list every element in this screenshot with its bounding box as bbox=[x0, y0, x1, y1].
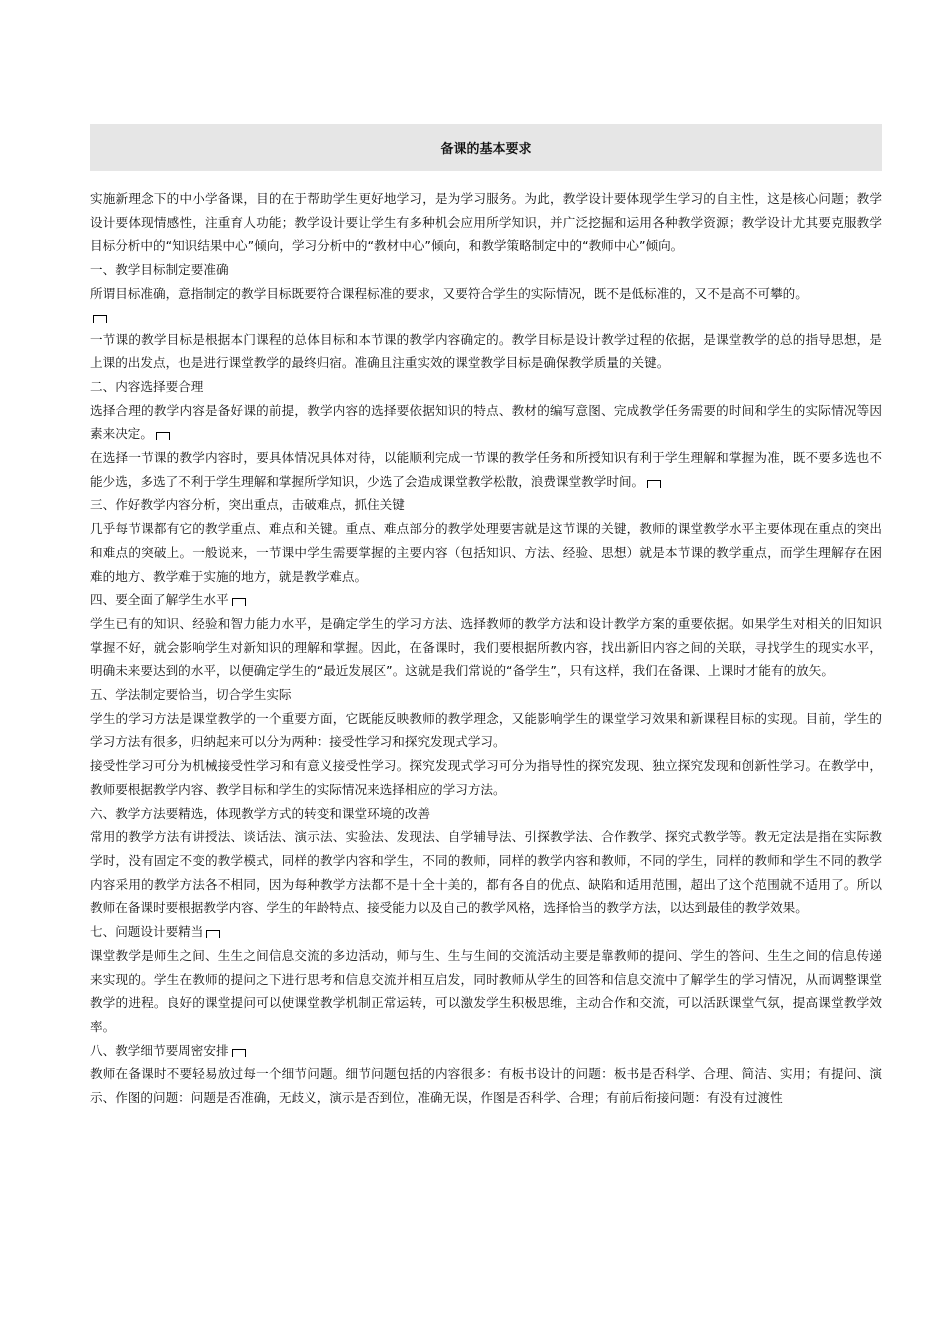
intro-paragraph: 实施新理念下的中小学备课，目的在于帮助学生更好地学习，是为学习服务。为此，教学设计要体现学生学习的自主性，这是核心问题；教学设计要体现情感性，注重育人功能；教学设计要让学生有多种机会应用所学知识，并广泛挖掘和运用各种教学资源；教学设计尤其要克服教学目标分析中的“知识结果中心”倾向，学习分析中的“教材中心”倾向，和教学策略制定中的“教师中心”倾向。 bbox=[90, 191, 882, 254]
body-paragraph: 几乎每节课都有它的教学重点、难点和关键。重点、难点部分的教学处理要害就是这节课的关键，教师的课堂教学水平主要体现在重点的突出和难点的突破上。一般说来，一节课中学生需要掌握的主要内容（包括知识、方法、经验、思想）就是本节课的教学重点，而学生理解存在困难的地方、教学难于实施的地方，就是教学难点。 bbox=[90, 521, 882, 584]
body-paragraph: 所谓目标准确，意指制定的教学目标既要符合课程标准的要求，又要符合学生的实际情况，既不是低标准的，又不是高不可攀的。 bbox=[90, 285, 808, 301]
body-text: 选择合理的教学内容是备好课的前提，教学内容的选择要依据知识的特点、教材的编写意图、完成教学任务需要的时间和学生的实际情况等因素来决定。 bbox=[90, 402, 882, 442]
paragraph-mark-line bbox=[90, 306, 882, 328]
body-paragraph bbox=[90, 399, 882, 446]
paragraph-mark-icon bbox=[232, 598, 246, 606]
section-heading-text: 七、问题设计要精当 bbox=[90, 924, 204, 940]
document-body bbox=[90, 187, 882, 1110]
paragraph-mark-icon bbox=[647, 480, 661, 488]
body-paragraph: 接受性学习可分为机械接受性学习和有意义接受性学习。探究发现式学习可分为指导性的探究发现、独立探究发现和创新性学习。在教学中，教师要根据教学内容、教学目标和学生的实际情况来选择相应的学习方法。 bbox=[90, 758, 882, 797]
body-paragraph: 常用的教学方法有讲授法、谈话法、演示法、实验法、发现法、自学辅导法、引探教学法、合作教学、探究式教学等。教无定法是指在实际教学时，没有固定不变的教学模式，同样的教学内容和学生，不同的教师，同样的教学内容和教师，不同的学生，同样的教师和学生不同的教学内容采用的教学方法各不相同，因为每种教学方法都不是十全十美的，都有各自的优点、缺陷和适用范围，超出了这个范围就不适用了。所以教师在备课时要根据教学内容、学生的年龄特点、接受能力以及自己的教学风格，选择恰当的教学方法，以达到最佳的教学效果。 bbox=[90, 829, 882, 916]
section-heading-6: 六、教学方法要精选，体现教学方式的转变和课堂环境的改善 bbox=[90, 805, 431, 821]
section-heading-8 bbox=[90, 1039, 882, 1063]
body-text: 在选择一节课的教学内容时，要具体情况具体对待，以能顺利完成一节课的教学任务和所授知识有利于学生理解和掌握为准，既不要多选也不能少选，多选了不利于学生理解和掌握所学知识，少选了会造成课堂教学松散，浪费课堂教学时间。 bbox=[90, 450, 882, 489]
paragraph-mark-icon bbox=[93, 315, 107, 323]
body-paragraph: 学生已有的知识、经验和智力能力水平，是确定学生的学习方法、选择教师的教学方法和设计教学方案的重要依据。如果学生对相关的旧知识掌握不好，就会影响学生对新知识的理解和掌握。因此，在备课时，我们要根据所教内容，找出新旧内容之间的关联，寻找学生的现实水平，明确未来要达到的水平，以便确定学生的“最近发展区”。这就是我们常说的“备学生”，只有这样，我们在备课、上课时才能有的放矢。 bbox=[90, 615, 882, 679]
paragraph-mark-icon bbox=[156, 432, 170, 440]
section-heading-4 bbox=[90, 588, 882, 612]
paragraph-mark-icon bbox=[206, 930, 220, 938]
document-page bbox=[90, 124, 882, 1110]
section-heading-2 bbox=[90, 375, 882, 399]
section-heading-1: 一、教学目标制定要准确 bbox=[90, 262, 229, 278]
paragraph-mark-icon bbox=[232, 1049, 246, 1057]
body-paragraph: 一节课的教学目标是根据本门课程的总体目标和本节课的教学内容确定的。教学目标是设计教学过程的依据，是课堂教学的总的指导思想，是上课的出发点，也是进行课堂教学的最终归宿。准确且注重实效的课堂教学目标是确保教学质量的关键。 bbox=[90, 331, 882, 371]
section-heading-5: 五、学法制定要恰当，切合学生实际 bbox=[90, 687, 292, 703]
section-heading-3: 三、作好教学内容分析，突出重点，击破难点，抓住关键 bbox=[90, 497, 405, 513]
body-paragraph: 教师在备课时不要轻易放过每一个细节问题。细节问题包括的内容很多：有板书设计的问题：板书是否科学、合理、简洁、实用；有提问、演示、作图的问题：问题是否准确，无歧义，演示是否到位，准确无误，作图是否科学、合理；有前后衔接问题：有没有过渡性 bbox=[90, 1066, 882, 1106]
body-paragraph bbox=[90, 446, 882, 493]
body-paragraph: 学生的学习方法是课堂教学的一个重要方面，它既能反映教师的教学理念，又能影响学生的课堂学习效果和新课程目标的实现。目前，学生的学习方法有很多，归纳起来可以分为两种：接受性学习和探究发现式学习。 bbox=[90, 710, 882, 750]
document-title: 备课的基本要求 bbox=[440, 142, 532, 157]
section-heading-7 bbox=[90, 920, 882, 944]
body-paragraph: 课堂教学是师生之间、生生之间信息交流的多边活动，师与生、生与生间的交流活动主要是靠教师的提问、学生的答问、生生之间的信息传递来实现的。学生在教师的提问之下进行思考和信息交流并相互启发，同时教师从学生的回答和信息交流中了解学生的学习情况，从而调整课堂教学的进程。良好的课堂提问可以使课堂教学机制正常运转，可以激发学生积极思维，主动合作和交流，可以活跃课堂气氛，提高课堂教学效率。 bbox=[90, 947, 882, 1034]
section-heading-text: 八、教学细节要周密安排 bbox=[90, 1042, 229, 1058]
section-heading-text: 二、内容选择要合理 bbox=[90, 378, 204, 394]
section-heading-text: 四、要全面了解学生水平 bbox=[90, 592, 229, 608]
title-banner bbox=[90, 124, 882, 171]
